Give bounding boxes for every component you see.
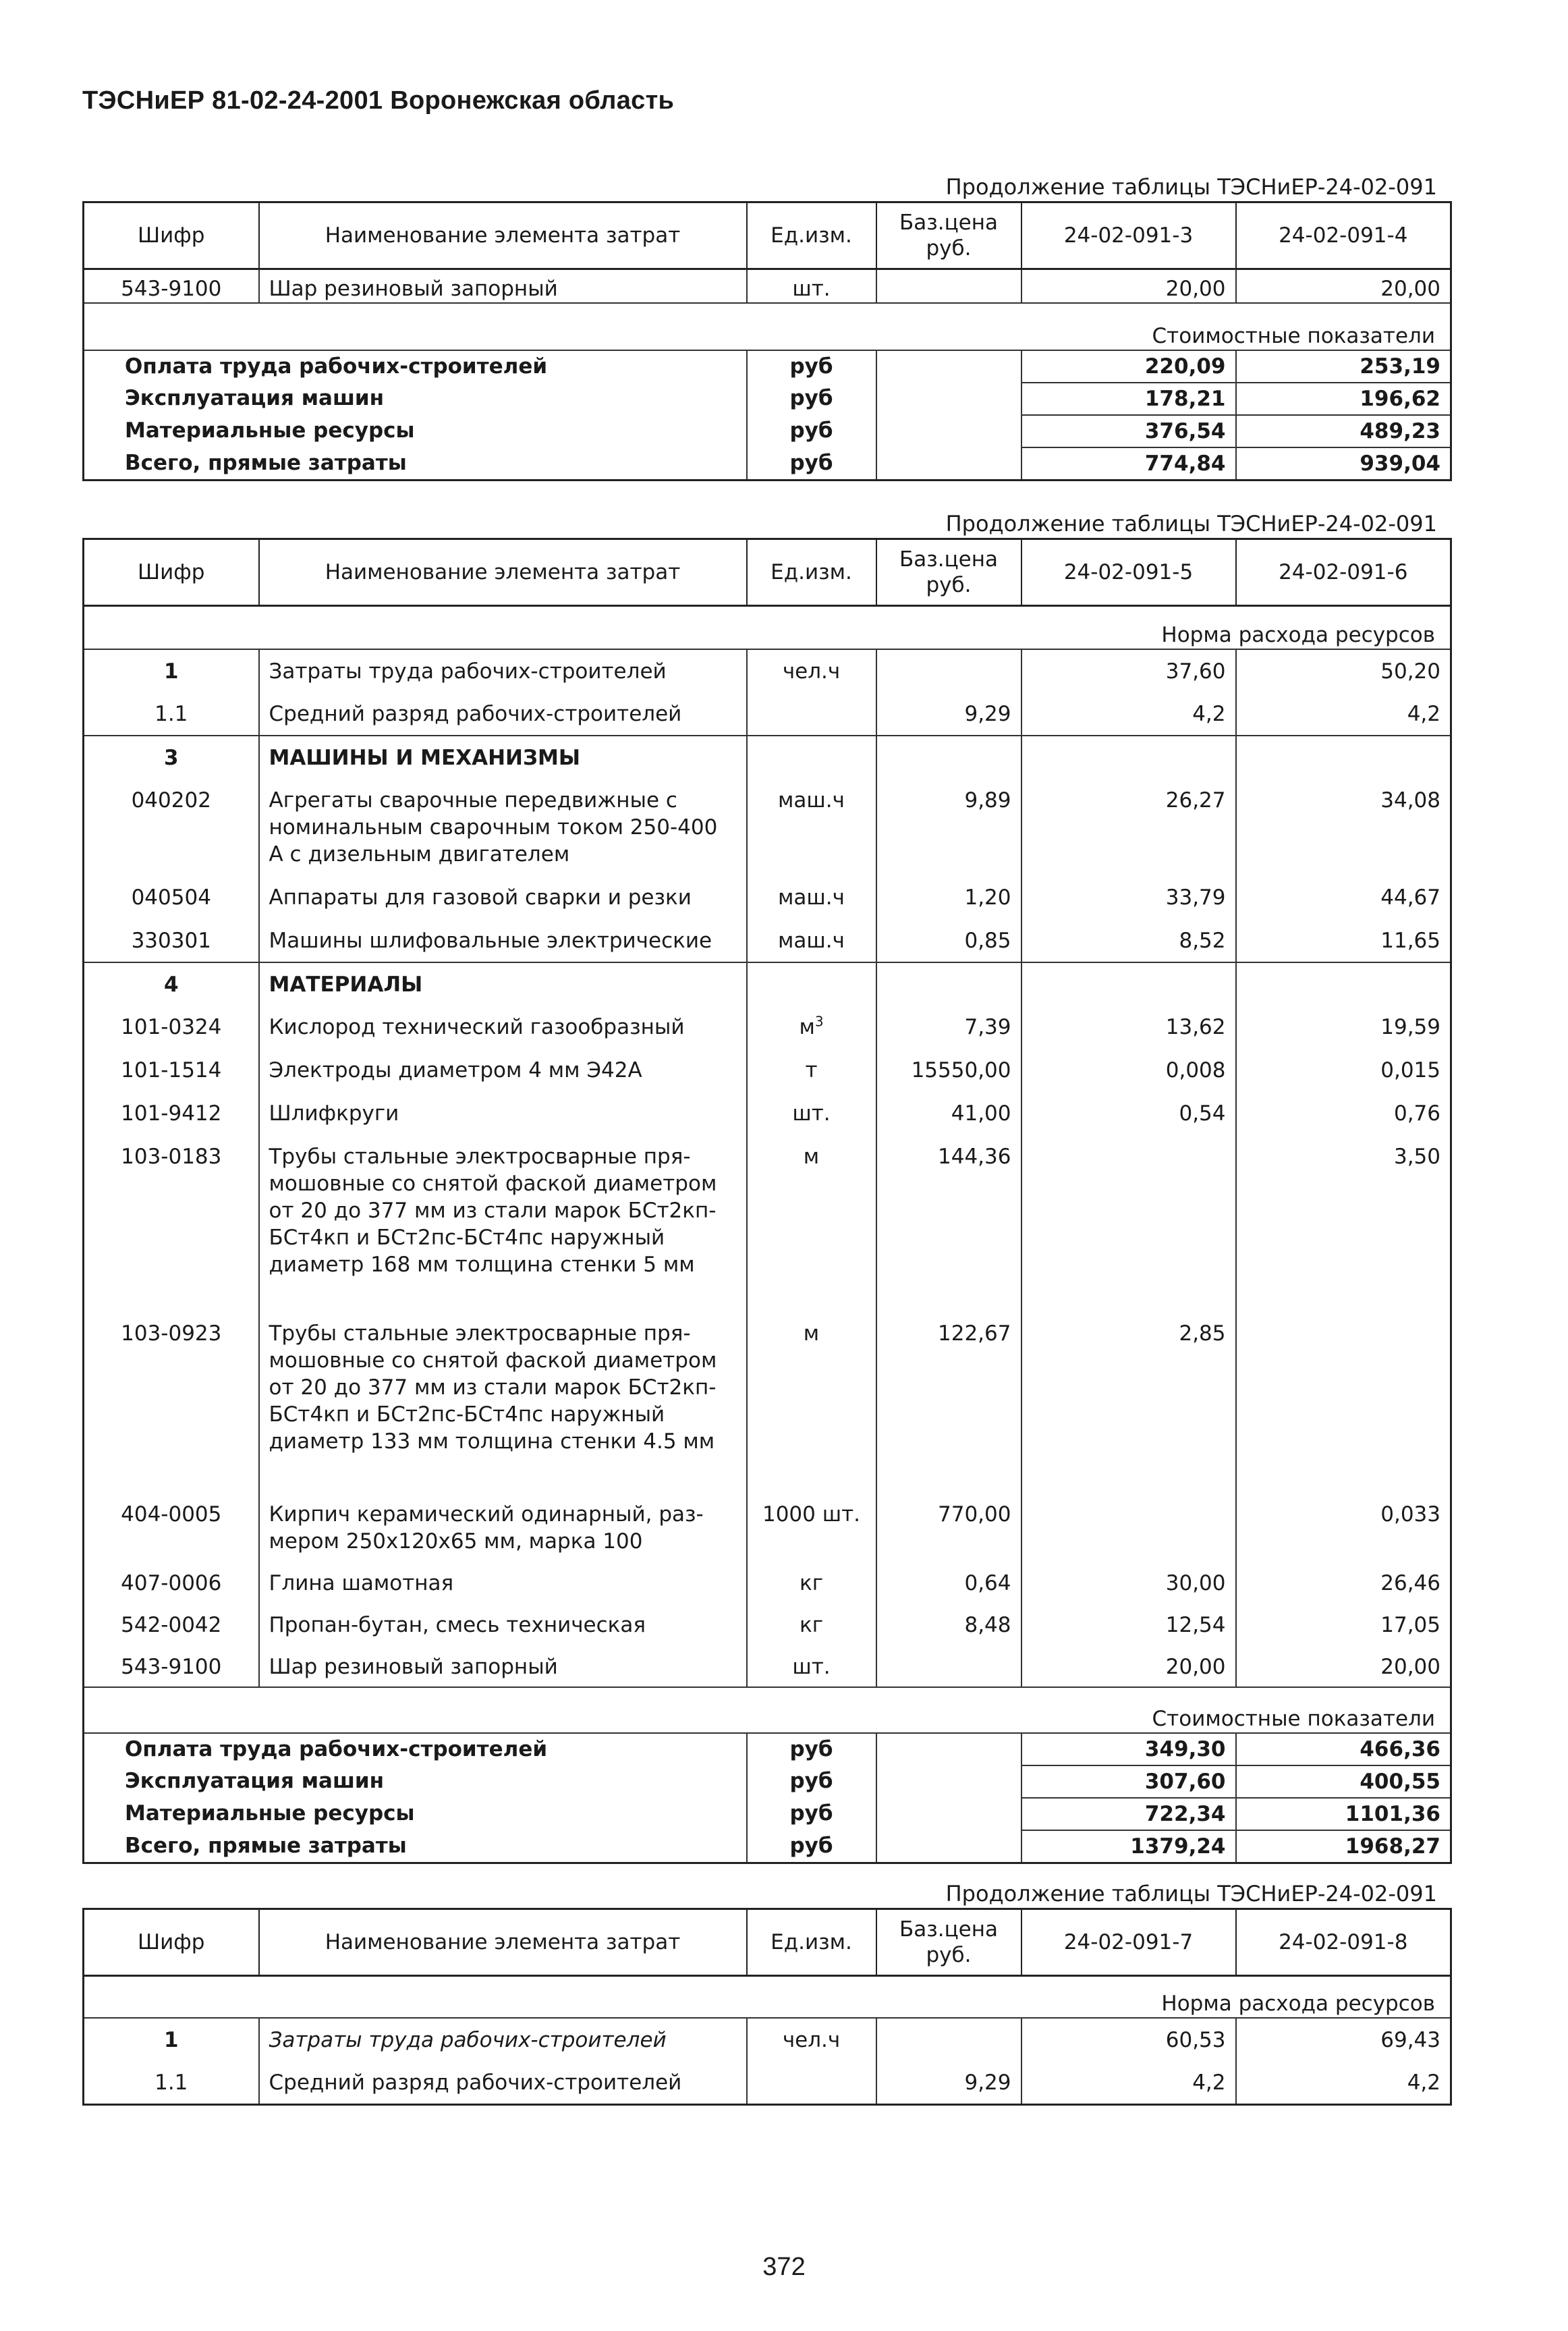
total-name: Оплата труда рабочих-строителей <box>84 350 747 383</box>
table-row <box>84 1049 1451 1092</box>
total-unit: руб <box>747 415 876 447</box>
row-value-a: 60,53 <box>1021 2018 1236 2061</box>
cost-table-3 <box>82 1908 1452 2106</box>
norm-subtitle: Норма расхода ресурсов <box>84 1976 1451 2019</box>
row-code: 040504 <box>84 876 259 919</box>
col-header-b: 24-02-091-4 <box>1236 202 1451 269</box>
col-header-name: Наименование элемента затрат <box>259 1909 747 1976</box>
row-price: 9,29 <box>876 2061 1021 2104</box>
row-price: 9,29 <box>876 692 1021 736</box>
total-value-b: 1101,36 <box>1236 1798 1451 1830</box>
col-header-code: Шифр <box>84 1909 259 1976</box>
row-name: Трубы стальные электросварные пря-мошовные со снятой фаской диаметром от 20 до 377 мм из стали марок БСт2кп-БСт4кп и БСт2пс-БСт4пс наружный диаметр 168 мм толщина стенки 5 мм <box>259 1135 747 1312</box>
totals-title: Стоимостные показатели <box>84 1687 1451 1733</box>
row-name: Трубы стальные электросварные пря-мошовные со снятой фаской диаметром от 20 до 377 мм из стали марок БСт2кп-БСт4кп и БСт2пс-БСт4пс наружный диаметр 133 мм толщина стенки 4.5 мм <box>259 1312 747 1493</box>
table-row <box>84 2018 1451 2061</box>
row-value-b: 26,46 <box>1380 1571 1440 1595</box>
row-name: Затраты труда рабочих-строителей <box>259 2018 747 2061</box>
row-value-b: 0,76 <box>1393 1101 1440 1126</box>
table-3-caption: Продолжение таблицы ТЭСНиЕР-24-02-091 <box>945 1881 1437 1907</box>
total-value-b: 196,62 <box>1236 383 1451 415</box>
total-unit: руб <box>747 1798 876 1830</box>
row-name: Средний разряд рабочих-строителей <box>259 692 747 736</box>
total-value-a: 178,21 <box>1021 383 1236 415</box>
total-value-a: 349,30 <box>1021 1733 1236 1765</box>
row-code: 1.1 <box>84 2061 259 2104</box>
row-value-a: 33,79 <box>1021 876 1236 919</box>
row-name: Глина шамотная <box>259 1562 747 1603</box>
row-unit: м <box>747 1135 876 1312</box>
total-value-b: 253,19 <box>1236 350 1451 383</box>
row-code: 542-0042 <box>84 1603 259 1645</box>
total-row <box>84 447 1451 481</box>
row-name: Кирпич керамический одинарный, раз-мером 250х120х65 мм, марка 100 <box>259 1493 747 1562</box>
row-price: 7,39 <box>876 1006 1021 1049</box>
col-header-price: Баз.цена руб. <box>876 1909 1021 1976</box>
page-number: 372 <box>762 2253 806 2281</box>
norm-subtitle: Норма расхода ресурсов <box>84 606 1451 650</box>
row-code: 1 <box>84 649 259 692</box>
total-name: Эксплуатация машин <box>84 383 747 415</box>
row-name: Электроды диаметром 4 мм Э42А <box>259 1049 747 1092</box>
row-price: 770,00 <box>876 1493 1021 1562</box>
col-header-unit: Ед.изм. <box>747 539 876 606</box>
row-unit: кг <box>747 1562 876 1603</box>
cost-table-2 <box>82 538 1452 1864</box>
total-value-b: 466,36 <box>1236 1733 1451 1765</box>
col-header-price: Баз.цена руб. <box>876 539 1021 606</box>
col-header-unit: Ед.изм. <box>747 1909 876 1976</box>
row-value-b: 20,00 <box>1380 277 1440 301</box>
row-name: Затраты труда рабочих-строителей <box>259 649 747 692</box>
row-value-b: 34,08 <box>1380 788 1440 813</box>
row-code: 1.1 <box>84 692 259 736</box>
table-header-row <box>84 1909 1451 1976</box>
row-value-a: 12,54 <box>1021 1603 1236 1645</box>
row-price: 8,48 <box>876 1603 1021 1645</box>
row-unit: т <box>747 1049 876 1092</box>
unit-text: м <box>799 1015 815 1039</box>
col-header-name: Наименование элемента затрат <box>259 202 747 269</box>
col-header-a: 24-02-091-5 <box>1021 539 1236 606</box>
table-row <box>84 1135 1451 1312</box>
row-value-b: 17,05 <box>1380 1613 1440 1637</box>
row-name: Кислород технический газообразный <box>259 1006 747 1049</box>
row-price: 0,64 <box>876 1562 1021 1603</box>
total-value-a: 307,60 <box>1021 1765 1236 1798</box>
row-code: 543-9100 <box>84 1645 259 1687</box>
total-name: Материальные ресурсы <box>84 1798 747 1830</box>
cost-table-1 <box>82 201 1452 481</box>
total-value-a: 1379,24 <box>1021 1830 1236 1863</box>
row-unit <box>747 692 876 736</box>
row-value-a: 0,54 <box>1021 1092 1236 1135</box>
row-code: 330301 <box>84 919 259 962</box>
total-row <box>84 350 1451 383</box>
total-unit: руб <box>747 447 876 481</box>
row-code: 404-0005 <box>84 1493 259 1562</box>
unit-superscript: 3 <box>814 1013 824 1030</box>
total-row <box>84 1733 1451 1765</box>
row-code: 3 <box>84 736 259 779</box>
row-code: 101-0324 <box>84 1006 259 1049</box>
row-value-b: 4,2 <box>1407 2071 1440 2095</box>
row-value-a: 4,2 <box>1021 2061 1236 2104</box>
row-unit: чел.ч <box>747 649 876 692</box>
table-header-row <box>84 202 1451 269</box>
total-name: Оплата труда рабочих-строителей <box>84 1733 747 1765</box>
col-header-name: Наименование элемента затрат <box>259 539 747 606</box>
table-row <box>84 692 1451 736</box>
table-row <box>84 1645 1451 1687</box>
table-row <box>84 779 1451 876</box>
total-unit: руб <box>747 1830 876 1863</box>
document-header: ТЭСНиЕР 81-02-24-2001 Воронежская область <box>82 86 675 115</box>
row-unit: чел.ч <box>747 2018 876 2061</box>
totals-title-row <box>84 303 1451 350</box>
total-unit: руб <box>747 383 876 415</box>
section-title: МАШИНЫ И МЕХАНИЗМЫ <box>259 736 747 779</box>
table-1-caption: Продолжение таблицы ТЭСНиЕР-24-02-091 <box>945 174 1437 200</box>
total-value-a: 774,84 <box>1021 447 1236 481</box>
row-name: Аппараты для газовой сварки и резки <box>259 876 747 919</box>
total-value-a: 220,09 <box>1021 350 1236 383</box>
section-row <box>84 736 1451 779</box>
total-name: Всего, прямые затраты <box>84 1830 747 1863</box>
row-value-b: 11,65 <box>1380 929 1440 953</box>
row-name: Шлифкруги <box>259 1092 747 1135</box>
col-header-unit: Ед.изм. <box>747 202 876 269</box>
table-header-row <box>84 539 1451 606</box>
row-value-a <box>1021 1135 1236 1312</box>
row-name: Пропан-бутан, смесь техническая <box>259 1603 747 1645</box>
row-unit: кг <box>747 1603 876 1645</box>
total-row <box>84 1830 1451 1863</box>
row-unit: шт. <box>747 1092 876 1135</box>
row-price <box>876 649 1021 692</box>
total-value-b: 400,55 <box>1236 1765 1451 1798</box>
row-price <box>876 1645 1021 1687</box>
row-value-b: 4,2 <box>1407 702 1440 726</box>
table-row <box>84 876 1451 919</box>
table-row <box>84 1493 1451 1562</box>
row-code: 543-9100 <box>84 269 259 304</box>
row-price <box>876 269 1021 304</box>
row-value-b: 3,50 <box>1393 1145 1440 1169</box>
total-name: Материальные ресурсы <box>84 415 747 447</box>
row-value-a: 37,60 <box>1021 649 1236 692</box>
row-value-a: 20,00 <box>1021 1645 1236 1687</box>
row-unit <box>747 2061 876 2104</box>
total-unit: руб <box>747 350 876 383</box>
row-unit: шт. <box>747 269 876 304</box>
col-header-a: 24-02-091-7 <box>1021 1909 1236 1976</box>
row-value-b: 69,43 <box>1380 2028 1440 2052</box>
row-value-a: 13,62 <box>1021 1006 1236 1049</box>
col-header-code: Шифр <box>84 539 259 606</box>
total-unit: руб <box>747 1733 876 1765</box>
row-value-a: 4,2 <box>1021 692 1236 736</box>
row-name: Агрегаты сварочные передвижные с номинальным сварочным током 250-400 А с дизельным двигателем <box>259 779 747 876</box>
subtitle-row <box>84 606 1451 650</box>
total-name: Всего, прямые затраты <box>84 447 747 481</box>
table-2-caption: Продолжение таблицы ТЭСНиЕР-24-02-091 <box>945 511 1437 537</box>
table-row <box>84 1562 1451 1603</box>
total-value-a: 376,54 <box>1021 415 1236 447</box>
row-code: 103-0923 <box>84 1312 259 1493</box>
row-value-a <box>1021 1493 1236 1562</box>
col-header-code: Шифр <box>84 202 259 269</box>
row-value-a: 8,52 <box>1021 919 1236 962</box>
row-code: 101-9412 <box>84 1092 259 1135</box>
col-header-a: 24-02-091-3 <box>1021 202 1236 269</box>
row-price: 0,85 <box>876 919 1021 962</box>
row-code: 101-1514 <box>84 1049 259 1092</box>
row-value-b <box>1236 1312 1451 1493</box>
row-price: 1,20 <box>876 876 1021 919</box>
total-value-b: 939,04 <box>1236 447 1451 481</box>
row-code: 4 <box>84 962 259 1006</box>
total-unit: руб <box>747 1765 876 1798</box>
row-price: 144,36 <box>876 1135 1021 1312</box>
total-row <box>84 383 1451 415</box>
row-price <box>876 2018 1021 2061</box>
total-value-b: 1968,27 <box>1236 1830 1451 1863</box>
row-price: 122,67 <box>876 1312 1021 1493</box>
row-name: Средний разряд рабочих-строителей <box>259 2061 747 2104</box>
total-row <box>84 1798 1451 1830</box>
table-row <box>84 1006 1451 1049</box>
row-price: 9,89 <box>876 779 1021 876</box>
row-value-b: 44,67 <box>1380 885 1440 910</box>
row-name: Шар резиновый запорный <box>259 1645 747 1687</box>
col-header-price: Баз.цена руб. <box>876 202 1021 269</box>
row-code: 040202 <box>84 779 259 876</box>
row-value-a: 30,00 <box>1021 1562 1236 1603</box>
row-value-b: 20,00 <box>1380 1655 1440 1679</box>
row-unit: маш.ч <box>747 779 876 876</box>
row-unit: м <box>747 1312 876 1493</box>
section-title: МАТЕРИАЛЫ <box>259 962 747 1006</box>
total-value-a: 722,34 <box>1021 1798 1236 1830</box>
row-value-b: 0,015 <box>1380 1058 1440 1082</box>
table-row <box>84 1312 1451 1493</box>
table-row <box>84 1603 1451 1645</box>
row-value-a: 26,27 <box>1021 779 1236 876</box>
row-code: 1 <box>84 2018 259 2061</box>
section-row <box>84 962 1451 1006</box>
total-row <box>84 1765 1451 1798</box>
row-code: 103-0183 <box>84 1135 259 1312</box>
table-row <box>84 919 1451 962</box>
row-price: 41,00 <box>876 1092 1021 1135</box>
row-unit: маш.ч <box>747 876 876 919</box>
row-code: 407-0006 <box>84 1562 259 1603</box>
table-row <box>84 2061 1451 2104</box>
totals-title: Стоимостные показатели <box>84 303 1451 350</box>
row-unit: шт. <box>747 1645 876 1687</box>
row-value-a: 0,008 <box>1021 1049 1236 1092</box>
row-value-b: 19,59 <box>1380 1015 1440 1039</box>
row-unit: маш.ч <box>747 919 876 962</box>
col-header-b: 24-02-091-6 <box>1236 539 1451 606</box>
row-price: 15550,00 <box>876 1049 1021 1092</box>
table-row <box>84 649 1451 692</box>
row-unit: 1000 шт. <box>747 1493 876 1562</box>
total-row <box>84 415 1451 447</box>
totals-title-row <box>84 1687 1451 1733</box>
row-name: Шар резиновый запорный <box>259 269 747 304</box>
total-value-b: 489,23 <box>1236 415 1451 447</box>
row-value-b: 50,20 <box>1380 659 1440 684</box>
row-value-a: 20,00 <box>1021 269 1236 304</box>
row-value-b: 0,033 <box>1380 1502 1440 1527</box>
row-name: Машины шлифовальные электрические <box>259 919 747 962</box>
subtitle-row <box>84 1976 1451 2019</box>
row-unit <box>747 1006 876 1049</box>
table-row <box>84 1092 1451 1135</box>
row-value-a: 2,85 <box>1021 1312 1236 1493</box>
col-header-b: 24-02-091-8 <box>1236 1909 1451 1976</box>
total-name: Эксплуатация машин <box>84 1765 747 1798</box>
table-row <box>84 269 1451 304</box>
